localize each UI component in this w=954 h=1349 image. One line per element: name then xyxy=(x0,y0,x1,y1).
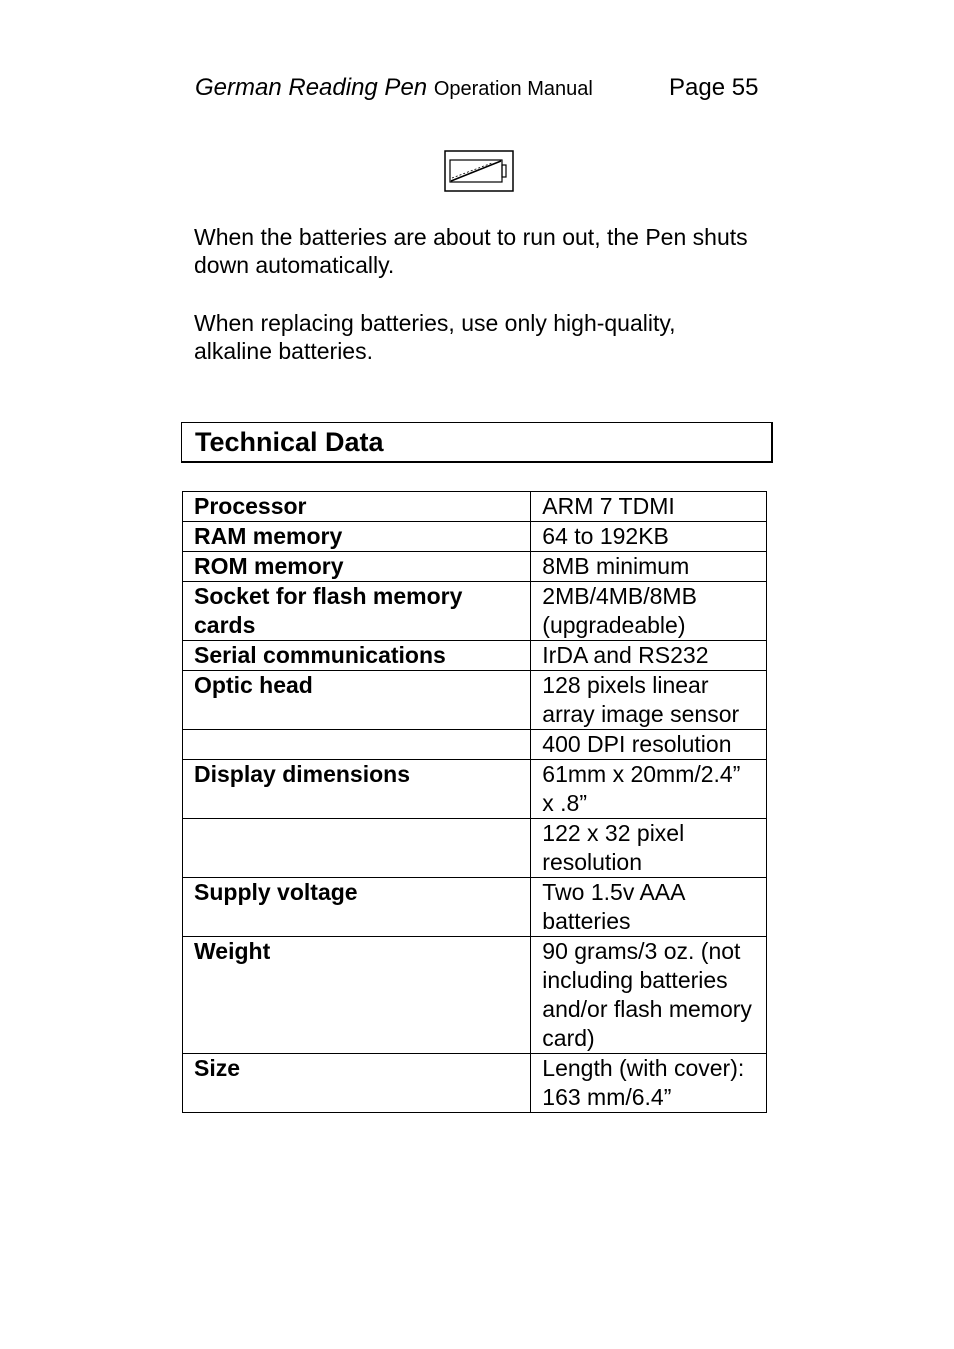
spec-value: 90 grams/3 oz. (not including batteries and/or flash memory card) xyxy=(531,937,767,1054)
table-row xyxy=(183,760,767,819)
spec-label: Display dimensions xyxy=(183,760,531,819)
table-row xyxy=(183,492,767,522)
spec-value: 61mm x 20mm/2.4” x .8” xyxy=(531,760,767,819)
battery-shutdown-note: When the batteries are about to run out, the Pen shuts down automatically. xyxy=(194,224,748,278)
table-row xyxy=(183,819,767,878)
spec-value: 128 pixels linear array image sensor xyxy=(531,671,767,730)
table-row xyxy=(183,582,767,641)
spec-value: 2MB/4MB/8MB (upgradeable) xyxy=(531,582,767,641)
spec-label: Supply voltage xyxy=(183,878,531,937)
spec-label: Size xyxy=(183,1054,531,1113)
spec-value: 122 x 32 pixel resolution xyxy=(531,819,767,878)
manual-title xyxy=(195,74,593,102)
spec-value: 400 DPI resolution xyxy=(531,730,767,760)
section-title: Technical Data xyxy=(195,427,384,457)
table-row xyxy=(183,641,767,671)
spec-label: Optic head xyxy=(183,671,531,730)
spec-value: IrDA and RS232 xyxy=(531,641,767,671)
spec-label: ROM memory xyxy=(183,552,531,582)
table-row xyxy=(183,552,767,582)
spec-label: Serial communications xyxy=(183,641,531,671)
page-number: Page 55 xyxy=(669,74,759,101)
spec-label: Weight xyxy=(183,937,531,1054)
spec-label xyxy=(183,819,531,878)
spec-value: Two 1.5v AAA batteries xyxy=(531,878,767,937)
manual-subtitle: Operation Manual xyxy=(433,78,593,100)
spec-value: ARM 7 TDMI xyxy=(531,492,767,522)
spec-value: Length (with cover): 163 mm/6.4” xyxy=(531,1054,767,1113)
spec-label xyxy=(183,730,531,760)
technical-data-table xyxy=(182,491,767,1113)
table-row xyxy=(183,878,767,937)
spec-value: 8MB minimum xyxy=(531,552,767,582)
battery-replacement-note: When replacing batteries, use only high-quality, alkaline batteries. xyxy=(194,310,676,364)
section-header xyxy=(181,422,773,463)
spec-value: 64 to 192KB xyxy=(531,522,767,552)
spec-label: RAM memory xyxy=(183,522,531,552)
spec-label: Socket for flash memory cards xyxy=(183,582,531,641)
table-row xyxy=(183,671,767,730)
product-name: German Reading Pen xyxy=(195,74,428,101)
page-header xyxy=(195,74,765,106)
table-row xyxy=(183,1054,767,1113)
spec-label: Processor xyxy=(183,492,531,522)
table-row xyxy=(183,937,767,1054)
table-row xyxy=(183,522,767,552)
table-row xyxy=(183,730,767,760)
battery-low-icon xyxy=(444,150,514,192)
